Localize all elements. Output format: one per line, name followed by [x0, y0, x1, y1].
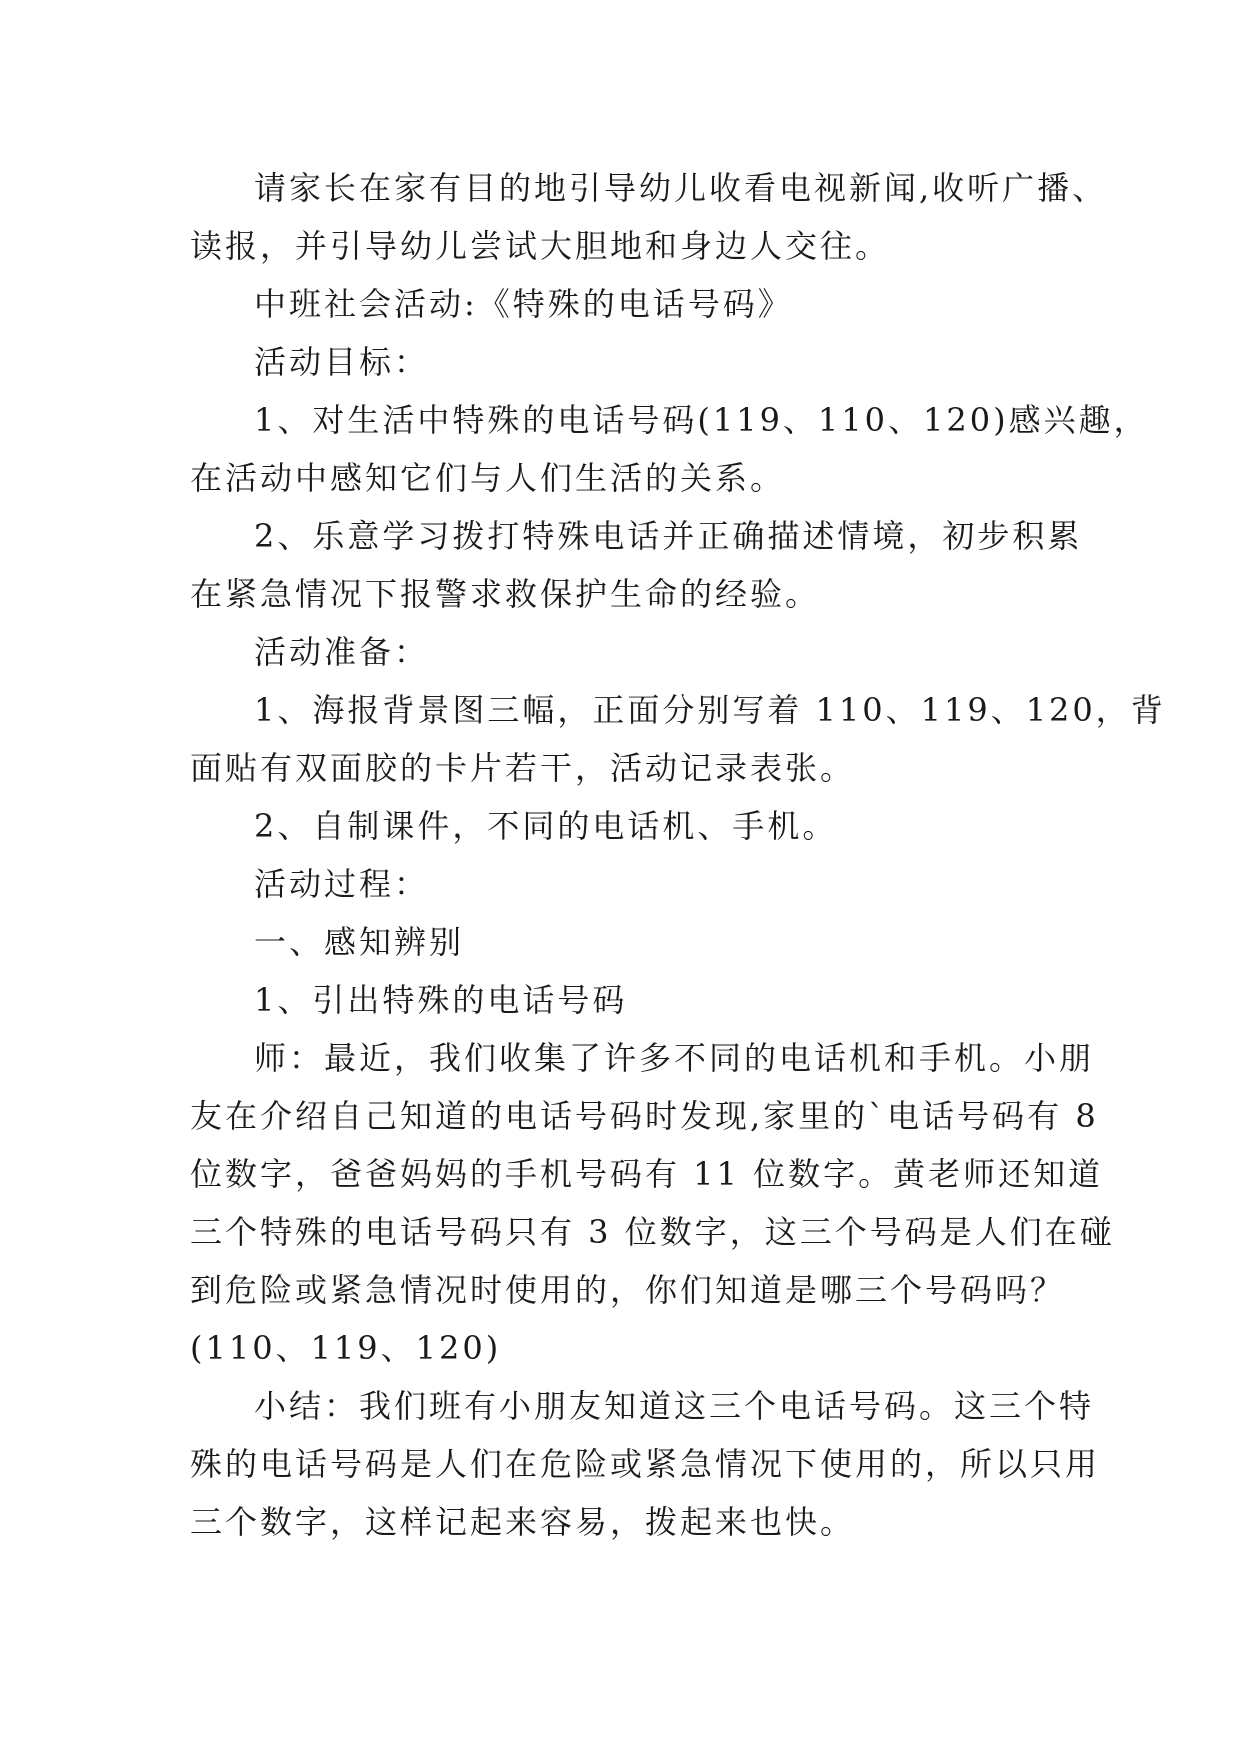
paragraph-line: 请家长在家有目的地引导幼儿收看电视新闻,收听广播、 — [254, 169, 1108, 207]
paragraph-line: 殊的电话号码是人们在危险或紧急情况下使用的，所以只用 — [190, 1445, 1101, 1483]
paragraph-line: 友在介绍自己知道的电话号码时发现,家里的`电话号码有 8 — [190, 1097, 1099, 1135]
paragraph-line: 师：最近，我们收集了许多不同的电话机和手机。小朋 — [254, 1039, 1095, 1077]
paragraph-line: 在活动中感知它们与人们生活的关系。 — [190, 459, 786, 497]
heading-preparation: 活动准备： — [254, 633, 430, 671]
paragraph-line: (110、119、120) — [190, 1329, 502, 1367]
paragraph-line: 三个特殊的电话号码只有 3 位数字，这三个号码是人们在碰 — [190, 1213, 1115, 1251]
paragraph-line: 在紧急情况下报警求救保护生命的经验。 — [190, 575, 821, 613]
paragraph-line: 1、对生活中特殊的电话号码(119、110、120)感兴趣， — [254, 401, 1149, 439]
subheading: 一、感知辨别 — [254, 923, 465, 961]
paragraph-line: 位数字，爸爸妈妈的手机号码有 11 位数字。黄老师还知道 — [190, 1155, 1104, 1193]
paragraph-line: 1、海报背景图三幅，正面分别写着 110、119、120，背 — [254, 691, 1166, 729]
paragraph-line: 面贴有双面胶的卡片若干，活动记录表张。 — [190, 749, 856, 787]
paragraph-line: 2、自制课件，不同的电话机、手机。 — [254, 807, 838, 845]
paragraph-line: 小结：我们班有小朋友知道这三个电话号码。这三个特 — [254, 1387, 1095, 1425]
paragraph-line: 2、乐意学习拨打特殊电话并正确描述情境，初步积累 — [254, 517, 1083, 555]
section-title: 中班社会活动:《特殊的电话号码》 — [254, 285, 793, 323]
paragraph-line: 到危险或紧急情况时使用的，你们知道是哪三个号码吗？ — [190, 1271, 1066, 1309]
heading-process: 活动过程： — [254, 865, 430, 903]
subheading: 1、引出特殊的电话号码 — [254, 981, 628, 1019]
paragraph-line: 读报，并引导幼儿尝试大胆地和身边人交往。 — [190, 227, 891, 265]
heading-goals: 活动目标： — [254, 343, 430, 381]
paragraph-line: 三个数字，这样记起来容易，拨起来也快。 — [190, 1503, 856, 1541]
